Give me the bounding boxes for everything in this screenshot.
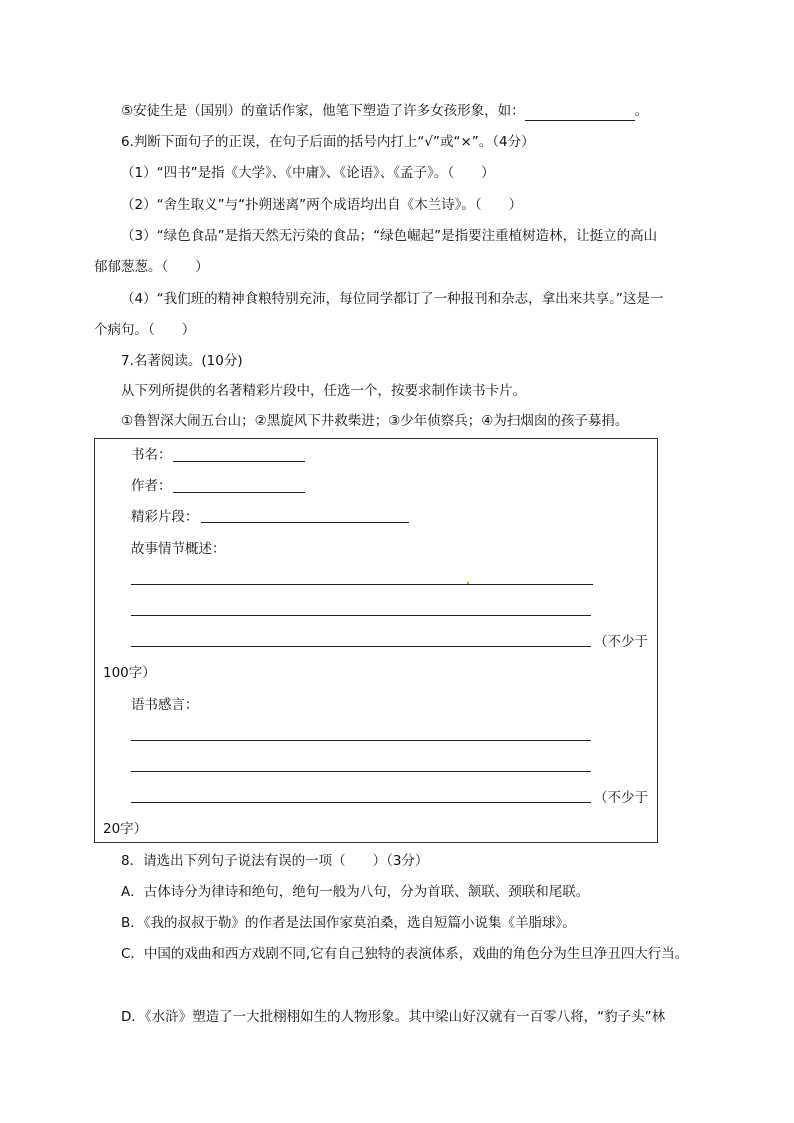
card-feeling-line-2[interactable]: [131, 771, 591, 772]
card-summary-note: （不少于: [594, 634, 648, 650]
q6-item-4-cont: 个病句。（ ）: [94, 322, 196, 338]
card-feeling-note-cont: 20字）: [103, 821, 148, 837]
q5-item5-text: ⑤安徒生是（国别）的童话作家，他笔下塑造了许多女孩形象，如：: [121, 103, 525, 119]
q6-item-4: （4）“我们班的精神食粮特别充沛，每位同学都订了一种报刊和杂志，拿出来共享。”这是一: [121, 291, 664, 307]
card-feeling-line-3[interactable]: [131, 802, 591, 803]
q7-title: 7.名著阅读。(10分): [121, 353, 243, 369]
card-author-label: 作者：: [131, 478, 172, 494]
q7-options: ①鲁智深大闹五台山；②黑旋风下井救柴进；③少年侦察兵；④为扫烟囱的孩子募捐。: [121, 413, 629, 429]
reading-card: [94, 438, 658, 843]
card-book-field[interactable]: [173, 461, 305, 462]
q6-title: 6.判断下面句子的正误，在句子后面的括号内打上“√”或“×”。（4分）: [121, 134, 535, 150]
q6-item-3: （3）“绿色食品”是指天然无污染的食品；“绿色崛起”是指要注重植树造林，让挺立的高山: [121, 228, 658, 244]
q6-item-1: （1）“四书”是指《大学》、《中庸》、《论语》、《孟子》。（ ）: [121, 165, 495, 181]
card-excerpt-field[interactable]: [201, 522, 409, 523]
q6-item-2: （2）“舍生取义”与“扑朔迷离”两个成语均出自《木兰诗》。（ ）: [121, 197, 523, 213]
card-feeling-note: （不少于: [594, 790, 648, 806]
q5-item5-end: 。: [634, 103, 649, 119]
card-summary-line-3[interactable]: [131, 646, 591, 647]
card-author-field[interactable]: [173, 492, 305, 493]
q5-item5: [121, 101, 648, 121]
stray-dot: [467, 582, 469, 584]
card-summary-label: 故事情节概述：: [131, 541, 226, 557]
card-summary-note-cont: 100字）: [103, 665, 156, 681]
q8-option-d: D．《水浒》塑造了一大批栩栩如生的人物形象。其中梁山好汉就有一百零八将，“豹子头”林: [121, 1009, 666, 1025]
card-excerpt-label: 精彩片段：: [131, 509, 199, 525]
card-book-label: 书名：: [131, 447, 172, 463]
card-summary-line-2[interactable]: [131, 615, 591, 616]
q8-option-a: A．古体诗分为律诗和绝句，绝句一般为八句，分为首联、颔联、颈联和尾联。: [121, 884, 590, 900]
card-feeling-label: 语书感言：: [131, 697, 199, 713]
q8-title: 8．请选出下列句子说法有误的一项（ ）（3分）: [121, 853, 429, 869]
card-feeling-line-1[interactable]: [131, 740, 591, 741]
q6-item-3-cont: 郁郁葱葱。（ ）: [94, 259, 209, 275]
q8-option-c: C．中国的戏曲和西方戏剧不同,它有自己独特的表演体系，戏曲的角色分为生旦净丑四大行当。: [121, 946, 689, 962]
q8-option-b: B．《我的叔叔于勒》的作者是法国作家莫泊桑，选自短篇小说集《羊脂球》。: [121, 915, 576, 931]
q5-item5-blank[interactable]: [525, 105, 635, 121]
card-summary-line-1[interactable]: [131, 584, 593, 585]
q7-instruction: 从下列所提供的名著精彩片段中，任选一个，按要求制作读书卡片。: [121, 383, 526, 399]
